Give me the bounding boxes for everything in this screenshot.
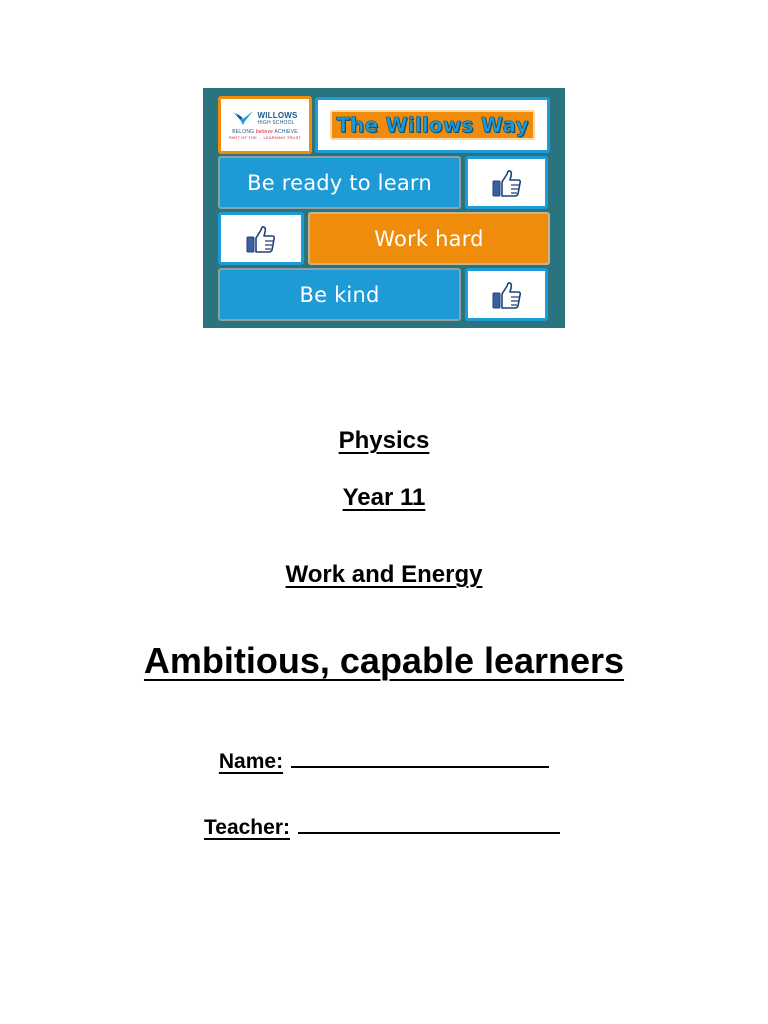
thumb-tile-1 bbox=[465, 156, 548, 209]
logo-motto-achieve: ACHIEVE bbox=[274, 129, 298, 135]
name-field bbox=[0, 750, 768, 774]
be-ready-to-learn-tile bbox=[218, 156, 461, 209]
year-heading: Year 11 bbox=[342, 484, 426, 511]
logo-subname: HIGH SCHOOL bbox=[257, 119, 295, 126]
teacher-blank-line[interactable] bbox=[298, 816, 560, 834]
swallow-logo-icon bbox=[232, 110, 254, 126]
subject-heading: Physics bbox=[338, 427, 430, 454]
logo-motto-believe: believe bbox=[255, 129, 274, 135]
topic-heading: Work and Energy bbox=[285, 561, 483, 588]
banner-title: The Willows Way bbox=[330, 110, 534, 140]
logo-motto-belong: BELONG bbox=[232, 129, 255, 135]
thumbs-up-icon bbox=[491, 280, 523, 310]
teacher-field bbox=[0, 816, 766, 840]
name-blank-line[interactable] bbox=[291, 750, 549, 768]
be-kind-tile bbox=[218, 268, 461, 321]
logo-name: WILLOWS bbox=[257, 110, 298, 120]
logo-trust: PART OF THE ... LEARNING TRUST bbox=[228, 135, 302, 140]
school-logo bbox=[218, 96, 312, 154]
be-kind-label: Be kind bbox=[299, 282, 380, 307]
thumbs-up-icon bbox=[245, 224, 277, 254]
thumbs-up-icon bbox=[491, 168, 523, 198]
banner-title-tile bbox=[315, 97, 550, 153]
willows-way-banner bbox=[203, 88, 565, 328]
work-hard-tile bbox=[308, 212, 550, 265]
work-hard-label: Work hard bbox=[374, 226, 484, 251]
motto-heading: Ambitious, capable learners bbox=[143, 640, 625, 681]
teacher-label: Teacher: bbox=[204, 816, 290, 839]
be-ready-to-learn-label: Be ready to learn bbox=[247, 170, 432, 195]
name-label: Name: bbox=[218, 750, 284, 773]
thumb-tile-3 bbox=[465, 268, 548, 321]
thumb-tile-2 bbox=[218, 212, 304, 265]
